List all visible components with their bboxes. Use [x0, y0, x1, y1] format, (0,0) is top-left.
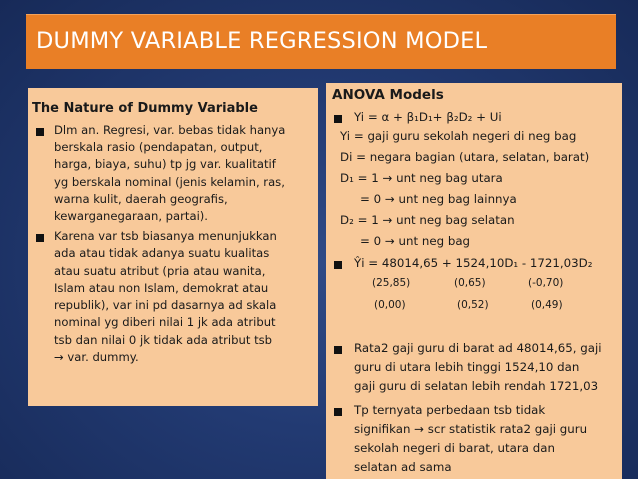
bullet-marker	[36, 128, 44, 136]
left-bullet2-line4: Islam atau non Islam, demokrat atau	[54, 281, 269, 295]
bullet3-line2: guru di utara lebih tinggi 1524,10 dan	[354, 360, 580, 374]
se-value: (25,85)	[372, 277, 411, 289]
left-panel	[28, 88, 318, 406]
bullet4-line4: selatan ad sama	[354, 460, 452, 474]
estimated-equation: Ŷi = 48014,65 + 1524,10D₁ - 1721,03D₂	[354, 256, 593, 270]
bullet-marker	[334, 408, 342, 416]
bullet-marker	[334, 346, 342, 354]
left-bullet2-line8: → var. dummy.	[54, 350, 139, 364]
left-bullet2-line1: Karena var tsb biasanya menunjukkan	[54, 229, 277, 243]
right-heading: ANOVA Models	[332, 87, 444, 103]
bullet4-line3: sekolah negeri di barat, utara dan	[354, 441, 555, 455]
bullet4-line2: signifikan → scr statistik rata2 gaji guru	[354, 422, 588, 436]
left-heading: The Nature of Dummy Variable	[32, 101, 258, 116]
bullet-marker	[36, 234, 44, 242]
left-bullet2-line6: nominal yg diberi nilai 1 jk ada atribut	[54, 315, 276, 329]
definition-di: Di = negara bagian (utara, selatan, barat)	[340, 150, 590, 164]
bullet3-line1: Rata2 gaji guru di barat ad 48014,65, gaji	[354, 341, 602, 355]
se-value: (0,65)	[454, 277, 486, 289]
left-bullet1-line1: Dlm an. Regresi, var. bebas tidak hanya	[54, 123, 286, 137]
left-bullet1-line6: kewarganegaraan, partai).	[54, 209, 208, 223]
left-bullet2-line7: tsb dan nilai 0 jk tidak ada atribut tsb	[54, 333, 273, 347]
definition-d2-1: D₂ = 1 → unt neg bag selatan	[340, 213, 515, 227]
bullet-marker	[334, 261, 342, 269]
p-value: (0,52)	[457, 299, 489, 311]
left-bullet1-line3: harga, biaya, suhu) tp jg var. kualitatif	[54, 157, 276, 171]
p-value: (0,00)	[374, 299, 406, 311]
definition-yi: Yi = gaji guru sekolah negeri di neg bag	[340, 129, 577, 143]
model-equation: Yi = α + β₁D₁+ β₂D₂ + Ui	[354, 110, 502, 124]
bullet-marker	[334, 115, 342, 123]
bullet4-line1: Tp ternyata perbedaan tsb tidak	[354, 403, 546, 417]
left-bullet2-line2: ada atau tidak adanya suatu kualitas	[54, 246, 270, 260]
left-bullet1-line4: yg berskala nominal (jenis kelamin, ras,	[54, 175, 285, 189]
se-value: (-0,70)	[528, 277, 564, 289]
definition-d1-1: D₁ = 1 → unt neg bag utara	[340, 171, 503, 185]
left-bullet2-line5: republik), var ini pd dasarnya ad skala	[54, 298, 277, 312]
p-value: (0,49)	[531, 299, 563, 311]
definition-d2-0: = 0 → unt neg bag	[360, 234, 471, 248]
right-panel	[326, 83, 622, 479]
bullet3-line3: gaji guru di selatan lebih rendah 1721,03	[354, 379, 599, 393]
left-bullet1-line2: berskala rasio (pendapatan, output,	[54, 140, 263, 154]
slide-title: DUMMY VARIABLE REGRESSION MODEL	[36, 28, 488, 54]
left-bullet2-line3: atau suatu atribut (pria atau wanita,	[54, 264, 266, 278]
definition-d1-0: = 0 → unt neg bag lainnya	[360, 192, 517, 206]
left-bullet1-line5: warna kulit, daerah geografis,	[54, 192, 228, 206]
